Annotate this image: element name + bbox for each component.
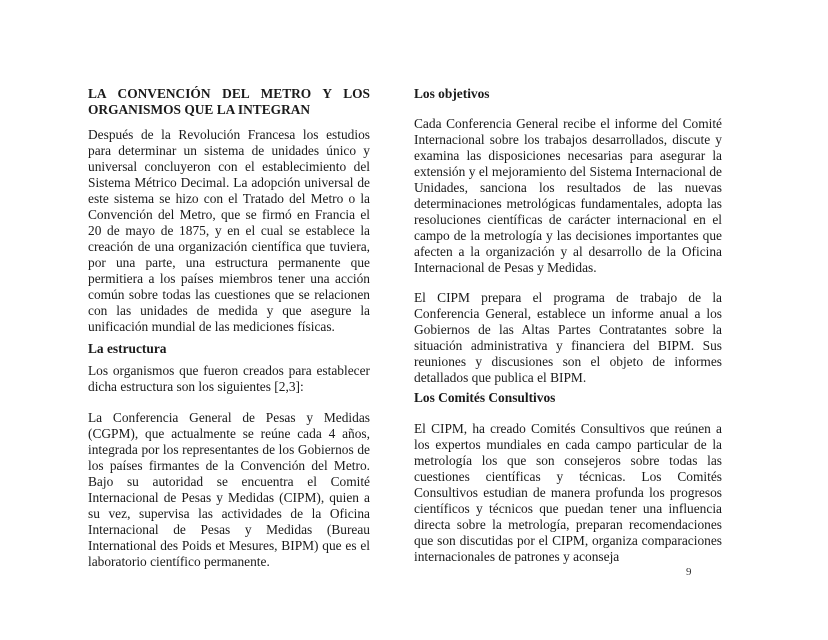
objetivos-paragraph-2: El CIPM prepara el programa de trabajo de la Conferencia General, establece un informe anual a los Gobiernos de las Altas Partes Contratantes sobre la situación administrativa y financiera del BIPM. Sus reuniones y discusiones son el objeto de informes detallados que publica el BIPM. — [414, 290, 722, 385]
estructura-paragraph-1: Los organismos que fueron creados para establecer dicha estructura son los siguientes [2,3]: — [88, 363, 370, 394]
objetivos-paragraph-1: Cada Conferencia General recibe el informe del Comité Internacional sobre los trabajos desarrollados, discute y examina las disposiciones necesarias para asegurar la extensión y el mejoramiento del Sistema Internacional de Unidades, sanciona los resultados de las nuevas determinaciones metrológicas fundamentales, adopta las resoluciones científicas de carácter internacional en el campo de la metrología y las decisiones importantes que afecten a la organización y al desarrollo de la Oficina Internacional de Pesas y Medidas. — [414, 116, 722, 275]
page-number: 9 — [686, 566, 692, 578]
intro-paragraph: Después de la Revolución Francesa los estudios para determinar un sistema de unidades único y universal concluyeron con el establecimiento del Sistema Métrico Decimal. La adopción universal de este sistema se hizo con el Tratado del Metro o la Convención del Metro, que se firmó en Francia el 20 de mayo de 1875, y en el cual se establece la creación de una organización científica que tuviera, por una parte, una estructura permanente que permitiera a los países miembros tener una acción común sobre todas las cuestiones que se relacionen con las unidades de medida y que asegure la unificación mundial de las mediciones físicas. — [88, 127, 370, 334]
section-heading-estructura: La estructura — [88, 341, 167, 356]
estructura-paragraph-2: La Conferencia General de Pesas y Medidas (CGPM), que actualmente se reúne cada 4 años, integrada por los representantes de los Gobiernos de los países firmantes de la Convención del Metro. Bajo su autoridad se encuentra el Comité Internacional de Pesas y Medidas (CIPM), quien a su vez, supervisa las actividades de la Oficina Internacional de Pesas y Medidas (Bureau International des Poids et Mesures, BIPM) que es el laboratorio científico permanente. — [88, 410, 370, 569]
page-title: LA CONVENCIÓN DEL METRO Y LOS ORGANISMOS QUE LA INTEGRAN — [88, 86, 370, 117]
comites-paragraph: El CIPM, ha creado Comités Consultivos que reúnen a los expertos mundiales en cada campo particular de la metrología los que son consejeros sobre todas las cuestiones científicas y técnicas. Los Comités Consultivos estudian de manera profunda los progresos científicos y técnicos que puedan tener una influencia directa sobre la metrología, preparan recomendaciones que son discutidas por el CIPM, organiza comparaciones internacionales de patrones y aconseja — [414, 421, 722, 564]
section-heading-objetivos: Los objetivos — [414, 86, 490, 101]
section-heading-comites: Los Comités Consultivos — [414, 390, 556, 405]
